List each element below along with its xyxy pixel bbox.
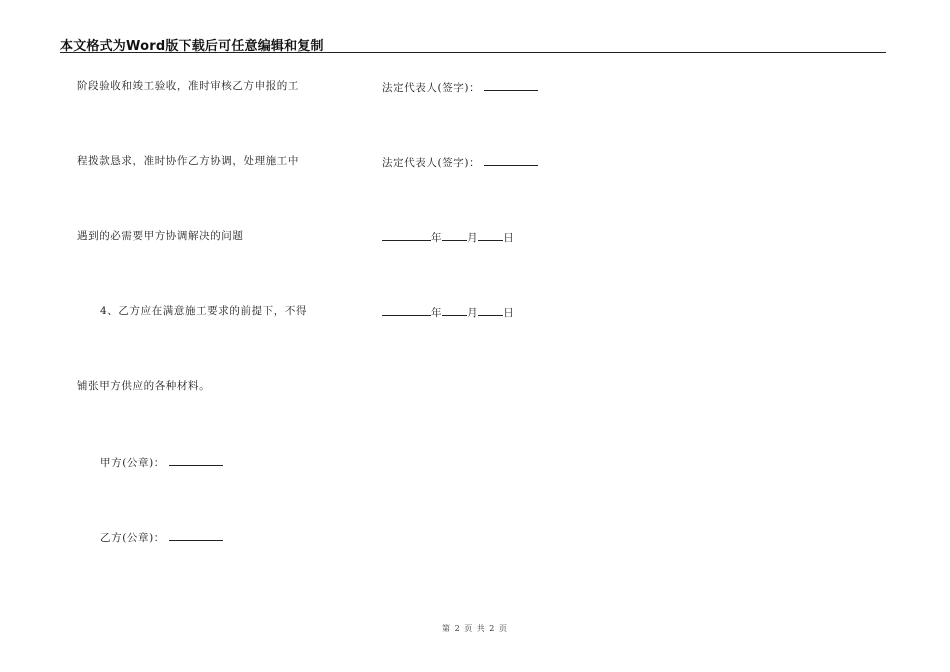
legal-rep-signature-1: [382, 80, 538, 94]
month-label-1: 月: [467, 232, 479, 244]
party-a-label: 甲方(公章)：: [100, 457, 165, 469]
page-number-footer: 第 2 页 共 2 页: [442, 624, 508, 633]
party-b-seal-blank: [169, 530, 223, 541]
day-label-1: 日: [503, 232, 515, 244]
date-line-2: [382, 305, 514, 319]
month-label-2: 月: [467, 307, 479, 319]
party-a-seal-blank: [169, 455, 223, 466]
legal-rep-blank-1: [484, 80, 538, 91]
day-label-2: 日: [503, 307, 515, 319]
date-line-1: [382, 230, 514, 244]
year-label-1: 年: [431, 232, 443, 244]
body-line-5: 铺张甲方供应的各种材料。: [77, 380, 211, 392]
body-line-1: 阶段验收和竣工验收，准时审核乙方申报的工: [77, 80, 299, 92]
party-a-seal: [100, 455, 223, 469]
body-line-2: 程拨款恳求，准时协作乙方协调，处理施工中: [77, 155, 299, 167]
year-blank-1: [382, 230, 431, 241]
header-divider: [60, 52, 886, 53]
party-b-label: 乙方(公章)：: [100, 532, 165, 544]
legal-rep-label-2: 法定代表人(签字)：: [382, 157, 481, 169]
year-blank-2: [382, 305, 431, 316]
party-b-seal: [100, 530, 223, 544]
year-label-2: 年: [431, 307, 443, 319]
body-line-3: 遇到的必需要甲方协调解决的问题: [77, 230, 244, 242]
legal-rep-signature-2: [382, 155, 538, 169]
day-blank-1: [478, 230, 503, 241]
day-blank-2: [478, 305, 503, 316]
legal-rep-label-1: 法定代表人(签字)：: [382, 82, 481, 94]
legal-rep-blank-2: [484, 155, 538, 166]
month-blank-2: [442, 305, 467, 316]
page-header-title: 本文格式为Word版下载后可任意编辑和复制: [60, 39, 324, 54]
body-line-4: 4、乙方应在满意施工要求的前提下，不得: [100, 305, 308, 317]
month-blank-1: [442, 230, 467, 241]
